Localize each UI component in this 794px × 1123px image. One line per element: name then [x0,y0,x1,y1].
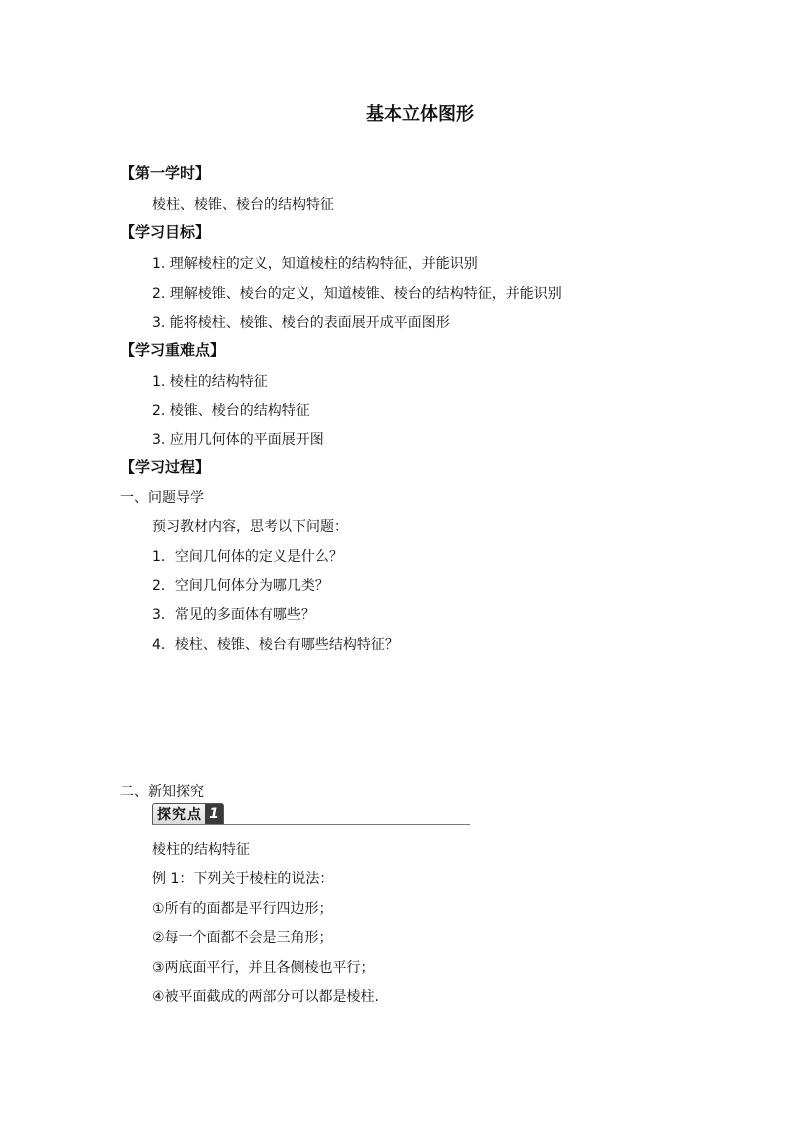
exploration-badge [150,801,470,827]
statement-item: ③两底面平行，并且各侧棱也平行； [152,960,375,976]
part1-heading: 一、问题导学 [120,490,204,506]
lesson-heading: 【第一学时】 [120,164,211,182]
objective-item: 1. 理解棱柱的定义，知道棱柱的结构特征，并能识别 [152,256,478,272]
objective-item: 3. 能将棱柱、棱锥、棱台的表面展开成平面图形 [152,315,450,331]
statement-item: ②每一个面都不会是三角形； [152,930,333,946]
badge-underline [152,824,470,825]
lesson-topic: 棱柱、棱锥、棱台的结构特征 [152,197,334,213]
objective-item: 2. 理解棱锥、棱台的定义，知道棱锥、棱台的结构特征，并能识别 [152,286,562,302]
question-item: 1．空间几何体的定义是什么？ [152,549,343,565]
example-intro: 例 1：下列关于棱柱的说法： [152,871,334,887]
part2-heading: 二、新知探究 [120,784,204,800]
page-title: 基本立体图形 [366,104,474,125]
process-heading: 【学习过程】 [120,458,211,476]
badge-label: 探究点 [157,807,202,823]
statement-item: ①所有的面都是平行四边形； [152,901,333,917]
badge-box [152,803,224,825]
key-point-item: 3. 应用几何体的平面展开图 [152,432,324,448]
question-item: 4．棱柱、棱锥、棱台有哪些结构特征？ [152,637,399,653]
key-point-item: 2. 棱锥、棱台的结构特征 [152,403,310,419]
part1-intro: 预习教材内容，思考以下问题： [152,519,348,535]
question-item: 3．常见的多面体有哪些？ [152,607,315,623]
question-item: 2．空间几何体分为哪几类？ [152,578,329,594]
objectives-heading: 【学习目标】 [120,223,211,241]
subtopic: 棱柱的结构特征 [152,842,250,858]
key-points-heading: 【学习重难点】 [120,341,226,359]
statement-item: ④被平面截成的两部分可以都是棱柱. [152,989,380,1005]
key-point-item: 1. 棱柱的结构特征 [152,374,268,390]
badge-number: 1 [205,804,223,824]
